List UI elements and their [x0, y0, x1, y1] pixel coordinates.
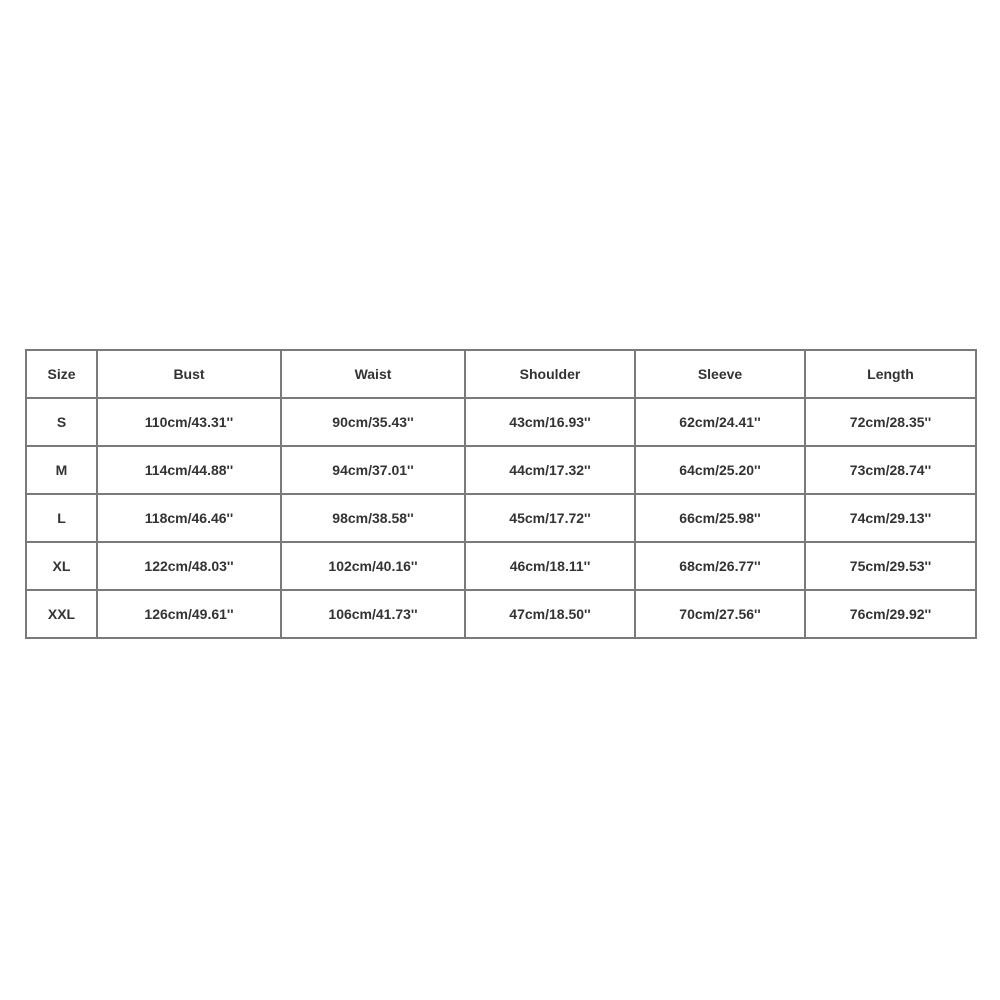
size-cell: S: [26, 398, 97, 446]
size-cell: XL: [26, 542, 97, 590]
header-bust: Bust: [97, 350, 281, 398]
bust-cell: 126cm/49.61'': [97, 590, 281, 638]
waist-cell: 90cm/35.43'': [281, 398, 465, 446]
table-row: [26, 590, 976, 638]
table-header-row: [26, 350, 976, 398]
header-shoulder: Shoulder: [465, 350, 635, 398]
bust-cell: 110cm/43.31'': [97, 398, 281, 446]
header-waist: Waist: [281, 350, 465, 398]
header-sleeve: Sleeve: [635, 350, 805, 398]
waist-cell: 102cm/40.16'': [281, 542, 465, 590]
size-cell: XXL: [26, 590, 97, 638]
bust-cell: 118cm/46.46'': [97, 494, 281, 542]
header-length: Length: [805, 350, 976, 398]
length-cell: 74cm/29.13'': [805, 494, 976, 542]
size-cell: M: [26, 446, 97, 494]
length-cell: 73cm/28.74'': [805, 446, 976, 494]
size-cell: L: [26, 494, 97, 542]
table-row: [26, 542, 976, 590]
shoulder-cell: 44cm/17.32'': [465, 446, 635, 494]
sleeve-cell: 68cm/26.77'': [635, 542, 805, 590]
table-row: [26, 446, 976, 494]
size-chart-table: [25, 349, 977, 639]
table-row: [26, 398, 976, 446]
length-cell: 76cm/29.92'': [805, 590, 976, 638]
bust-cell: 114cm/44.88'': [97, 446, 281, 494]
waist-cell: 94cm/37.01'': [281, 446, 465, 494]
bust-cell: 122cm/48.03'': [97, 542, 281, 590]
sleeve-cell: 70cm/27.56'': [635, 590, 805, 638]
waist-cell: 106cm/41.73'': [281, 590, 465, 638]
length-cell: 75cm/29.53'': [805, 542, 976, 590]
shoulder-cell: 43cm/16.93'': [465, 398, 635, 446]
sleeve-cell: 62cm/24.41'': [635, 398, 805, 446]
sleeve-cell: 66cm/25.98'': [635, 494, 805, 542]
table-row: [26, 494, 976, 542]
length-cell: 72cm/28.35'': [805, 398, 976, 446]
shoulder-cell: 46cm/18.11'': [465, 542, 635, 590]
shoulder-cell: 45cm/17.72'': [465, 494, 635, 542]
waist-cell: 98cm/38.58'': [281, 494, 465, 542]
header-size: Size: [26, 350, 97, 398]
sleeve-cell: 64cm/25.20'': [635, 446, 805, 494]
shoulder-cell: 47cm/18.50'': [465, 590, 635, 638]
